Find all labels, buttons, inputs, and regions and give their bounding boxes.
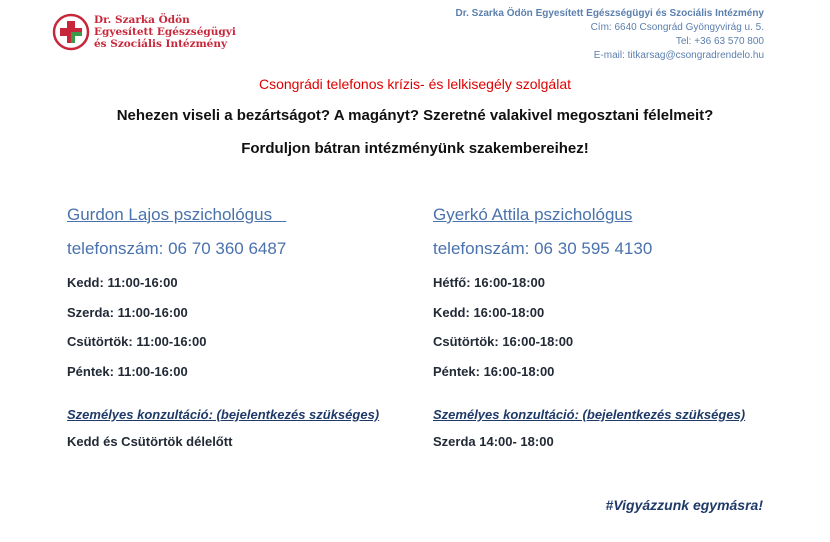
page-title: Csongrádi telefonos krízis- és lelkisegély szolgálat — [258, 76, 572, 92]
subtitle-call-to-action: Forduljon bátran intézményünk szakembereihez! — [241, 140, 589, 157]
contact-address: Cím: 6640 Csongrád Gyöngyvirág u. 5. — [590, 22, 764, 33]
logo-line: és Szociális Intézmény — [94, 38, 228, 50]
psychologist-phone: telefonszám: 06 70 360 6487 — [67, 239, 287, 258]
consultation-time: Szerda 14:00- 18:00 — [433, 434, 554, 449]
office-hours — [433, 275, 745, 393]
institution-logo — [52, 13, 252, 57]
hours-row: Péntek: 16:00-18:00 — [433, 363, 555, 379]
footer-hashtag: #Vigyázzunk egymásra! — [605, 497, 763, 513]
contact-block — [456, 7, 764, 63]
hours-row: Hétfő: 16:00-18:00 — [433, 275, 545, 290]
subtitle-question: Nehezen viseli a bezártságot? A magányt? Szeretné valakivel megosztani félelmeit? — [116, 107, 714, 124]
medical-cross-icon — [52, 13, 90, 51]
contact-email: E-mail: titkarsag@csongradrendelo.hu — [593, 50, 764, 61]
office-hours — [67, 275, 379, 393]
contact-phone: Tel: +36 63 570 800 — [675, 36, 764, 47]
psychologist-name: Gyerkó Attila pszichológus — [433, 205, 633, 224]
psychologist-column-left — [67, 205, 379, 449]
hours-row: Szerda: 11:00-16:00 — [67, 304, 188, 320]
hours-row: Kedd: 11:00-16:00 — [67, 275, 178, 290]
psychologist-column-right — [433, 205, 745, 449]
hours-row: Csütörtök: 16:00-18:00 — [433, 334, 574, 349]
consultation-label: Személyes konzultáció: (bejelentkezés szükséges) — [67, 407, 380, 422]
hours-row: Csütörtök: 11:00-16:00 — [67, 334, 207, 349]
consultation-label: Személyes konzultáció: (bejelentkezés szükséges) — [433, 407, 746, 422]
hours-row: Kedd: 16:00-18:00 — [433, 304, 545, 320]
hours-row: Péntek: 11:00-16:00 — [67, 363, 188, 379]
consultation-time: Kedd és Csütörtök délelőtt — [67, 434, 233, 449]
logo-line: Egyesített Egészségügyi — [94, 26, 236, 38]
psychologist-name: Gurdon Lajos pszichológus — [67, 205, 287, 224]
logo-text — [94, 14, 236, 50]
contact-institution-name: Dr. Szarka Ödön Egyesített Egészségügyi és Szociális Intézmény — [455, 8, 764, 19]
logo-line: Dr. Szarka Ödön — [94, 14, 190, 26]
psychologist-phone: telefonszám: 06 30 595 4130 — [433, 239, 653, 258]
